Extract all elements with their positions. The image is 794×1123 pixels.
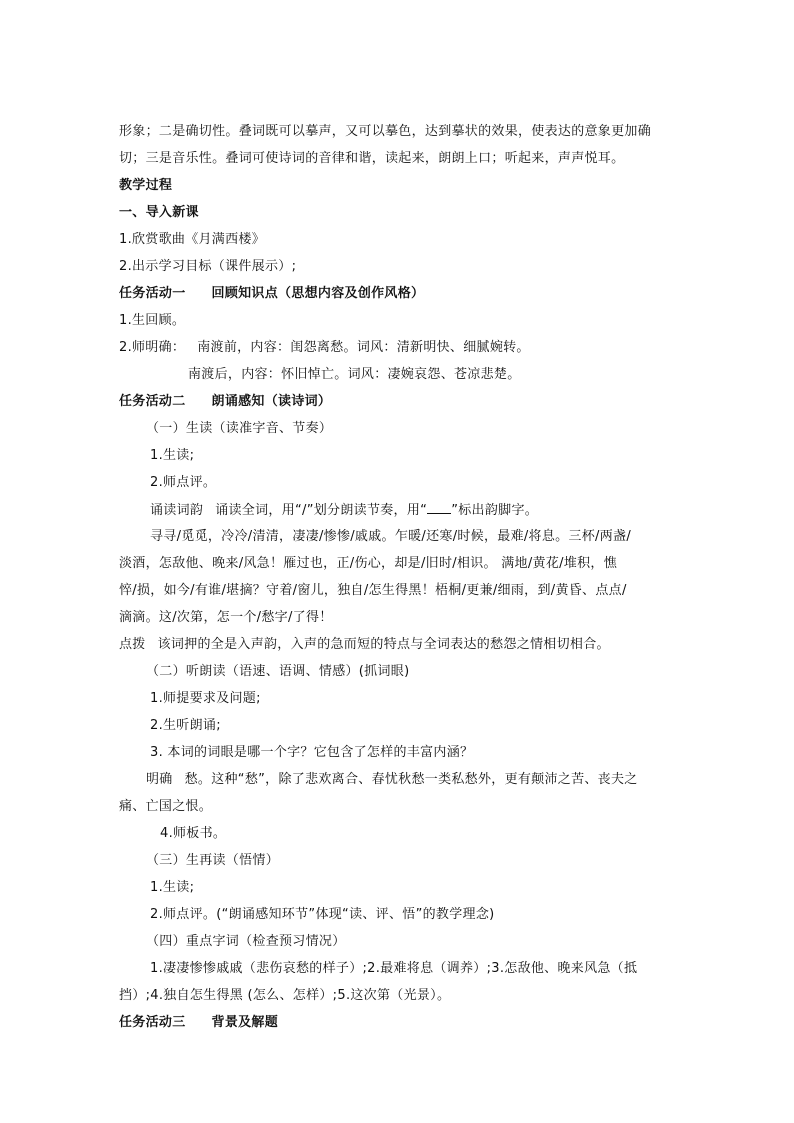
answer-text: 愁。这种“愁”，除了悲欢离合、春忧秋愁一类私愁外，更有颠沛之苦、丧夫之: [184, 772, 638, 787]
subsection-heading: （四）重点字词（检查预习情况）: [146, 934, 346, 949]
list-item: 2.生听朗诵;: [150, 718, 221, 733]
list-item: 1.生回顾。: [119, 313, 186, 328]
task-heading-3: [119, 1014, 278, 1032]
task-title: 回顾知识点（思想内容及创作风格）: [211, 286, 425, 301]
list-item: 1.师提要求及问题;: [150, 691, 261, 706]
subsection-heading: （一）生读（读准字音、节奏）: [146, 421, 333, 436]
instruction-text-end: ”标出韵脚字。: [451, 503, 539, 518]
list-item-continuation: 挡）;4.独自怎生得黑 (怎么、怎样）;5.这次第（光景）。: [119, 988, 451, 1003]
list-item: 1.欣赏歌曲《月满西楼》: [119, 232, 266, 247]
answer-continuation: 痛、亡国之恨。: [119, 799, 213, 814]
tip-text: 该词押的全是入声韵，入声的急而短的特点与全词表达的愁怨之情相切相合。: [157, 637, 610, 652]
poem-line: 淡酒，怎敌他、晚来/风急！雁过也，正/伤心，却是/旧时/相识。 满地/黄花/堆积，憔: [119, 556, 618, 571]
answer-label: 明确: [146, 772, 173, 787]
task-label: 任务活动二: [119, 394, 186, 409]
poem-line: 寻寻/觅觅，冷冷/清清，凄凄/惨惨/戚戚。乍暖/还寒/时候，最难/将息。三杯/两盏/: [150, 529, 632, 544]
paragraph-line: 形象；二是确切性。叠词既可以摹声，又可以摹色，达到摹状的效果，使表达的意象更加确: [119, 124, 652, 139]
poem-line: 滴滴。这/次第，怎一个/愁字/了得！: [119, 610, 333, 625]
subsection-heading: （二）听朗读（语速、语调、情感）(抓词眼): [146, 664, 410, 679]
list-item: 2.出示学习目标（课件展示）;: [119, 259, 297, 274]
section-heading-intro: 一、导入新课: [119, 205, 199, 220]
list-item: 1.凄凄惨惨戚戚（悲伤哀愁的样子）;2.最难将息（调养）;3.怎敌他、晚来风急（抵: [150, 961, 638, 976]
list-item: 1.生读;: [150, 448, 195, 463]
task-title: 背景及解题: [211, 1015, 279, 1030]
subsection-heading: （三）生再读（悟情）: [146, 853, 280, 868]
list-item-label: 2.师明确：: [119, 340, 186, 355]
blank-underline: [427, 501, 451, 514]
paragraph-line: 切；三是音乐性。叠词可使诗词的音律和谐，读起来，朗朗上口；听起来，声声悦耳。: [119, 151, 625, 166]
instruction-label: 诵读词韵: [150, 503, 204, 518]
instruction-line: [150, 501, 538, 520]
task-heading-2: [119, 393, 331, 411]
list-item-text: 南渡前，内容：闺怨离愁。词风：清新明快、细腻婉转。: [197, 340, 530, 355]
instruction-text: 诵读全词，用“/”划分朗读节奏，用“: [215, 503, 428, 518]
task-label: 任务活动三: [119, 1015, 186, 1030]
answer-line: [146, 771, 638, 789]
list-item: 4.师板书。: [160, 826, 227, 841]
task-heading-1: [119, 285, 424, 303]
list-item: 2.师点评。: [150, 475, 217, 490]
section-heading-teaching-process: 教学过程: [119, 178, 173, 193]
tip-label: 点拨: [119, 637, 146, 652]
tip-line: [119, 636, 610, 654]
task-title: 朗诵感知（读诗词）: [211, 394, 332, 409]
poem-line: 悴/损，如今/有谁/堪摘？守着/窗儿，独自/怎生得黑！梧桐/更兼/细雨，到/黄昏、点点/: [119, 583, 627, 598]
task-label: 任务活动一: [119, 286, 186, 301]
list-item: 2.师点评。(“朗诵感知环节”体现“读、评、悟”的教学理念): [150, 907, 495, 922]
list-item-continuation: 南渡后，内容：怀旧悼亡。词风：凄婉哀怨、苍凉悲楚。: [188, 367, 521, 382]
list-item: 1.生读;: [150, 880, 195, 895]
list-item: [119, 339, 530, 357]
list-item: 3. 本词的词眼是哪一个字？它包含了怎样的丰富内涵？: [150, 745, 474, 760]
